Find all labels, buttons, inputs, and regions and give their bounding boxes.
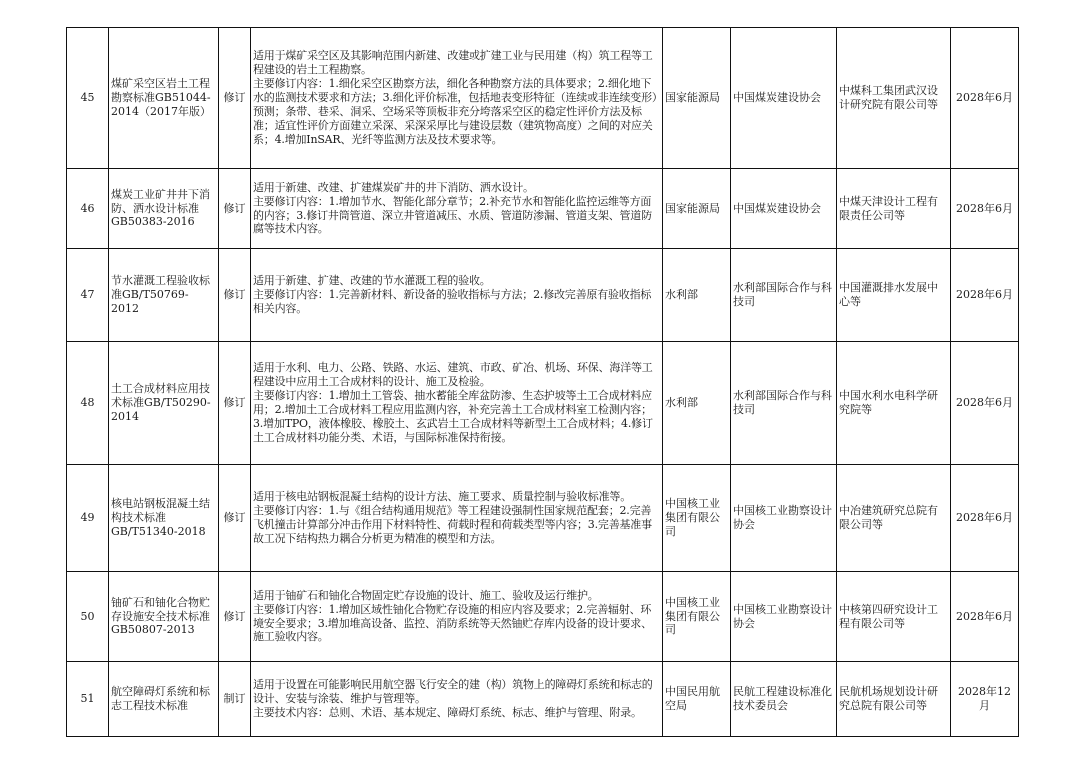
content-text: 主要修订内容：1.增加节水、智能化部分章节；2.补充节水和智能化监控运维等方面的内容；3.修订井筒管道、深立井管道减压、水质、管道防渗漏、管道支架、管道防腐等技术内容。 (253, 194, 652, 236)
organizing-body: 水利部国际合作与科技司 (731, 249, 837, 342)
scope-text: 适用于核电站钢板混凝土结构的设计方法、施工要求、质量控制与验收标准等。 (253, 490, 631, 504)
scope-text: 适用于新建、改建、扩建煤炭矿井的井下消防、洒水设计。 (253, 180, 534, 194)
completion-date: 2028年12月 (951, 662, 1019, 737)
drafting-unit: 中冶建筑研究总院有限公司等 (837, 465, 951, 572)
competent-authority: 国家能源局 (663, 169, 731, 249)
row-number: 51 (67, 662, 109, 737)
description-cell (251, 572, 663, 662)
project-type: 制订 (219, 662, 251, 737)
scope-text: 适用于设置在可能影响民用航空器飞行安全的建（构）筑物上的障碍灯系统和标志的设计、安装与涂装、维护与管理等。 (253, 678, 653, 706)
standard-name: 节水灌溉工程验收标准GB/T50769-2012 (109, 249, 219, 342)
completion-date: 2028年6月 (951, 572, 1019, 662)
table-row (67, 465, 1019, 572)
description-cell (251, 342, 663, 465)
table-row (67, 249, 1019, 342)
drafting-unit: 中核第四研究设计工程有限公司等 (837, 572, 951, 662)
description-cell (251, 169, 663, 249)
organizing-body: 中国核工业勘察设计协会 (731, 465, 837, 572)
row-number: 49 (67, 465, 109, 572)
completion-date: 2028年6月 (951, 465, 1019, 572)
competent-authority: 水利部 (663, 249, 731, 342)
completion-date: 2028年6月 (951, 28, 1019, 169)
scope-text: 适用于水利、电力、公路、铁路、水运、建筑、市政、矿冶、机场、环保、海洋等工程建设中应用土工合成材料的设计、施工及检验。 (253, 361, 653, 389)
organizing-body: 中国煤炭建设协会 (731, 169, 837, 249)
competent-authority: 中国核工业集团有限公司 (663, 572, 731, 662)
content-text: 主要技术内容：总则、术语、基本规定、障碍灯系统、标志、维护与管理、附录。 (253, 705, 642, 719)
standard-name: 铀矿石和铀化合物贮存设施安全技术标准GB50807-2013 (109, 572, 219, 662)
table-row (67, 342, 1019, 465)
project-type: 修订 (219, 465, 251, 572)
competent-authority: 中国民用航空局 (663, 662, 731, 737)
project-type: 修订 (219, 249, 251, 342)
completion-date: 2028年6月 (951, 249, 1019, 342)
scope-text: 适用于新建、扩建、改建的节水灌溉工程的验收。 (253, 274, 491, 288)
table-row (67, 169, 1019, 249)
row-number: 48 (67, 342, 109, 465)
table-row (67, 28, 1019, 169)
competent-authority: 国家能源局 (663, 28, 731, 169)
drafting-unit: 中国水利水电科学研究院等 (837, 342, 951, 465)
completion-date: 2028年6月 (951, 169, 1019, 249)
organizing-body: 民航工程建设标准化技术委员会 (731, 662, 837, 737)
drafting-unit: 民航机场规划设计研究总院有限公司等 (837, 662, 951, 737)
table-row (67, 572, 1019, 662)
content-text: 主要修订内容：1.增加土工管袋、抽水蓄能全库盆防渗、生态护坡等土工合成材料应用；2.增加土工合成材料工程应用监测内容，补充完善土工合成材料室工检测内容；3.增加TPO，液体橡胶、橡胶土、玄武岩土工合成材料等新型土工合成材料；4.修订土工合成材料功能分类、术语，与国际标准保持衔接。 (253, 389, 653, 444)
content-text: 主要修订内容：1.与《组合结构通用规范》等工程建设强制性国家规范配套；2.完善飞机撞击计算部分冲击作用下材料特性、荷载时程和荷载类型等内容；3.完善基准事故工况下结构热力耦合分析更为精准的模型和方法。 (253, 504, 652, 545)
competent-authority: 中国核工业集团有限公司 (663, 465, 731, 572)
standard-name: 土工合成材料应用技术标准GB/T50290-2014 (109, 342, 219, 465)
standard-name: 煤炭工业矿井井下消防、洒水设计标准GB50383-2016 (109, 169, 219, 249)
standard-name: 核电站钢板混凝土结构技术标准GB/T51340-2018 (109, 465, 219, 572)
completion-date: 2028年6月 (951, 342, 1019, 465)
row-number: 45 (67, 28, 109, 169)
standards-table (66, 27, 1019, 737)
scope-text: 适用于铀矿石和铀化合物固定贮存设施的设计、施工、验收及运行维护。 (253, 588, 599, 602)
scope-text: 适用于煤矿采空区及其影响范围内新建、改建或扩建工业与民用建（构）筑工程等工程建设的岩土工程勘察。 (253, 49, 653, 77)
project-type: 修订 (219, 342, 251, 465)
content-text: 主要修订内容：1.增加区域性铀化合物贮存设施的相应内容及要求；2.完善辐射、环境安全要求；3.增加堆高设备、监控、消防系统等天然铀贮存库内设备的设计要求、施工验收内容。 (253, 602, 652, 644)
standard-name: 航空障碍灯系统和标志工程技术标准 (109, 662, 219, 737)
competent-authority: 水利部 (663, 342, 731, 465)
content-text: 主要修订内容：1.完善新材料、新设备的验收指标与方法；2.修改完善原有验收指标相关内容。 (253, 288, 652, 315)
table-row (67, 662, 1019, 737)
description-cell (251, 28, 663, 169)
row-number: 50 (67, 572, 109, 662)
drafting-unit: 中国灌溉排水发展中心等 (837, 249, 951, 342)
description-cell (251, 249, 663, 342)
description-cell (251, 465, 663, 572)
row-number: 47 (67, 249, 109, 342)
drafting-unit: 中煤科工集团武汉设计研究院有限公司等 (837, 28, 951, 169)
row-number: 46 (67, 169, 109, 249)
project-type: 修订 (219, 572, 251, 662)
project-type: 修订 (219, 169, 251, 249)
standard-name: 煤矿采空区岩土工程勘察标准GB51044-2014（2017年版） (109, 28, 219, 169)
organizing-body: 水利部国际合作与科技司 (731, 342, 837, 465)
organizing-body: 中国煤炭建设协会 (731, 28, 837, 169)
project-type: 修订 (219, 28, 251, 169)
description-cell (251, 662, 663, 737)
content-text: 主要修订内容：1.细化采空区勘察方法，细化各种勘察方法的具体要求；2.细化地下水的监测技术要求和方法；3.细化评价标准，包括地表变形特征（连续或非连续变形）预测；条带、巷采、洞采、空场采等顶板非充分垮落采空区的稳定性评价方法及标准；适宜性评价方面建立采深、采深采厚比与建设层数（建筑物高度）之间的对应关系；4.增加InSAR、光纤等监测方法及技术要求等。 (253, 77, 658, 146)
organizing-body: 中国核工业勘察设计协会 (731, 572, 837, 662)
drafting-unit: 中煤天津设计工程有限责任公司等 (837, 169, 951, 249)
